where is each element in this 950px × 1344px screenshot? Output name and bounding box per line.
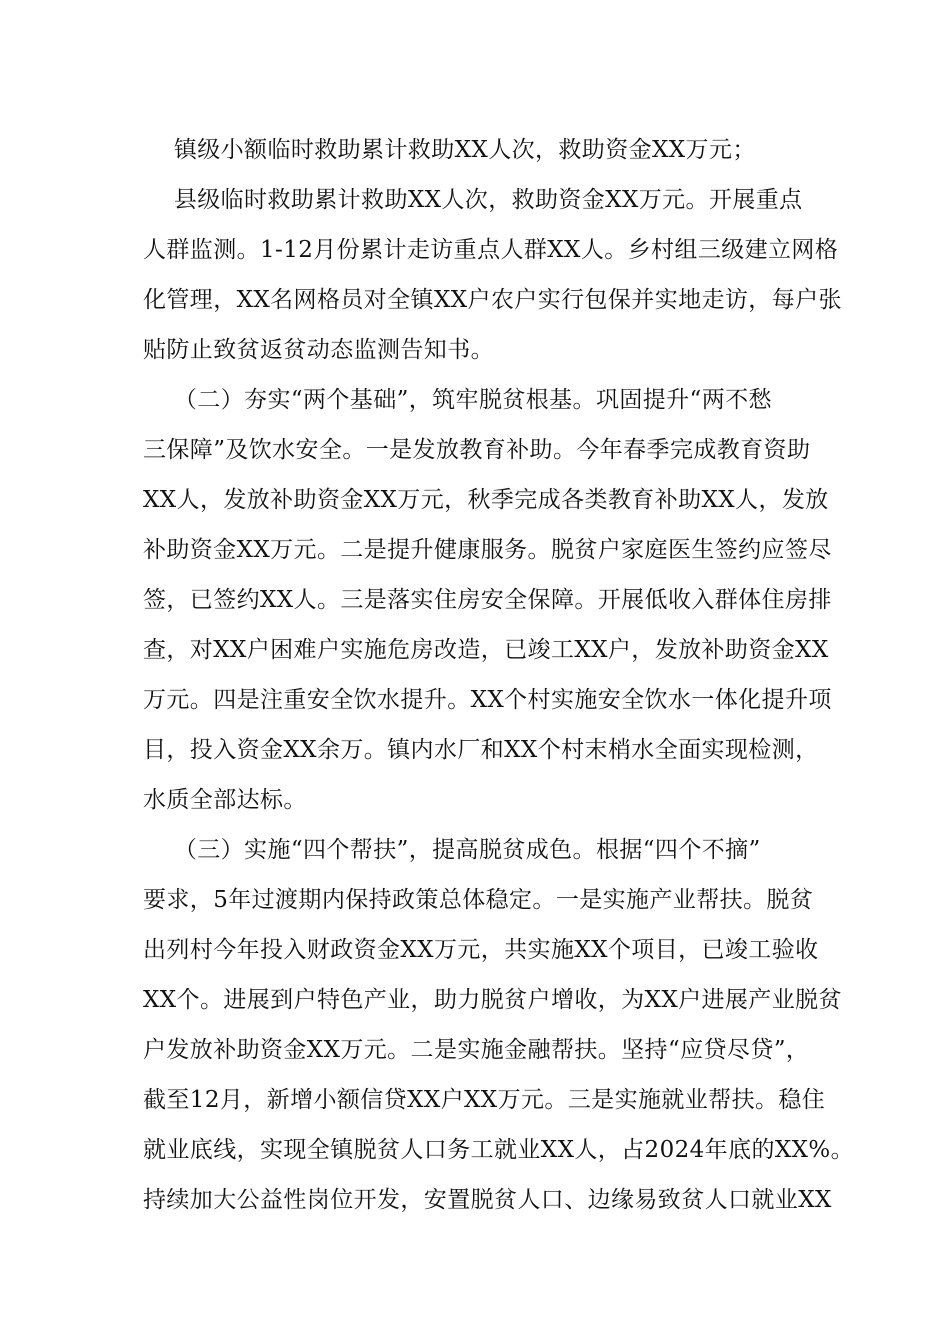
text-line: 户发放补助资金XX万元。二是实施金融帮扶。坚持“应贷尽贷”，: [143, 1037, 810, 1063]
text-line: XX个。进展到户特色产业，助力脱贫户增收，为XX户进展产业脱贫: [143, 987, 842, 1013]
text-line: 三保障”及饮水安全。一是发放教育补助。今年春季完成教育资助: [143, 437, 811, 463]
text-line: （三）实施“四个帮扶”，提高脱贫成色。根据“四个不摘”: [143, 837, 761, 863]
text-line: 就业底线，实现全镇脱贫人口务工就业XX人，占2024年底的XX%。: [143, 1137, 855, 1163]
text-line: （二）夯实“两个基础”，筑牢脱贫根基。巩固提升“两不愁: [143, 387, 772, 413]
text-line: XX人，发放补助资金XX万元，秋季完成各类教育补助XX人，发放: [143, 487, 829, 513]
text-line: 查，对XX户困难户实施危房改造，已竣工XX户，发放补助资金XX: [143, 637, 829, 663]
text-line: 要求，5年过渡期内保持政策总体稳定。一是实施产业帮扶。脱贫: [143, 887, 814, 913]
text-line: 县级临时救助累计救助XX人次，救助资金XX万元。开展重点: [143, 187, 803, 213]
text-line: 万元。四是注重安全饮水提升。XX个村实施安全饮水一体化提升项: [143, 687, 832, 713]
text-line: 出列村今年投入财政资金XX万元，共实施XX个项目，已竣工验收: [143, 937, 819, 963]
text-line: 截至12月，新增小额信贷XX户XX万元。三是实施就业帮扶。稳住: [143, 1087, 826, 1113]
text-line: 签，已签约XX人。三是落实住房安全保障。开展低收入群体住房排: [143, 587, 832, 613]
text-line: 补助资金XX万元。二是提升健康服务。脱贫户家庭医生签约应签尽: [143, 537, 832, 563]
text-line: 人群监测。1-12月份累计走访重点人群XX人。乡村组三级建立网格: [143, 237, 839, 263]
text-line: 镇级小额临时救助累计救助XX人次，救助资金XX万元；: [143, 137, 756, 163]
text-line: 化管理，XX名网格员对全镇XX户农户实行包保并实地走访，每户张: [143, 287, 842, 313]
text-line: 目，投入资金XX余万。镇内水厂和XX个村末梢水全面实现检测，: [143, 737, 819, 763]
text-line: 贴防止致贫返贫动态监测告知书。: [143, 337, 494, 363]
text-line: 持续加大公益性岗位开发，安置脱贫人口、边缘易致贫人口就业XX: [143, 1187, 832, 1213]
text-line: 水质全部达标。: [143, 787, 307, 813]
